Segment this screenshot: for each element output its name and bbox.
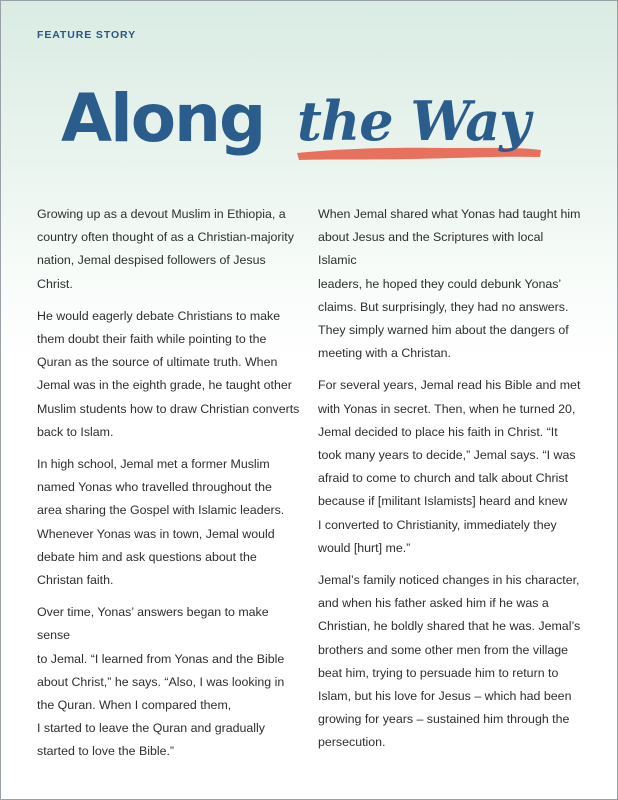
headline: [61, 79, 618, 189]
paragraph: Growing up as a devout Muslim in Ethiopia, a country often thought of as a Christian-majority nation, Jemal despised followers of Jesus Christ.: [37, 207, 294, 291]
headline-script-words: the Way: [297, 89, 530, 153]
left-column: [37, 203, 301, 773]
section-kicker: FEATURE STORY: [37, 29, 137, 41]
right-column: [318, 203, 582, 764]
paragraph: He would eagerly debate Christians to make them doubt their faith while pointing to the Quran as the source of ultimate truth. When Jemal was in the eighth grade, he taught other Muslim students how to draw Christian converts back to Islam.: [37, 308, 300, 439]
paragraph: When Jemal shared what Yonas had taught him about Jesus and the Scriptures with local Islamic leaders, he hoped they could debunk Yonas’ claims. But surprisingly, they had no answers. They simply warned him about the dangers of meeting with a Christan.: [318, 207, 581, 361]
paragraph: For several years, Jemal read his Bible and met with Yonas in secret. Then, when he turned 20, Jemal decided to place his faith in Christ. “It took many years to decide,” Jemal says. “I was afraid to come to church and talk about Christ because if [militant Islamists] heard and knew I converted to Christianity, immediately they would [hurt] me.”: [318, 378, 581, 555]
paragraph: Over time, Yonas’ answers began to make sense to Jemal. “I learned from Yonas and the Bible about Christ,” he says. “Also, I was looking in the Quran. When I compared them, I started to leave the Quran and gradually started to love the Bible.”: [37, 605, 285, 759]
paragraph: Jemal’s family noticed changes in his character, and when his father asked him if he was a Christian, he boldly shared that he was. Jemal’s brothers and some other men from the village beat him, trying to persuade him to return to Islam, but his love for Jesus – which had been growing for years – sustained him through the persecution.: [318, 573, 581, 750]
headline-main-word: Along: [61, 80, 265, 157]
paragraph: In high school, Jemal met a former Muslim named Yonas who travelled throughout the area sharing the Gospel with Islamic leaders. Whenever Yonas was in town, Jemal would debate him and ask questions about the Christan faith.: [37, 457, 285, 588]
